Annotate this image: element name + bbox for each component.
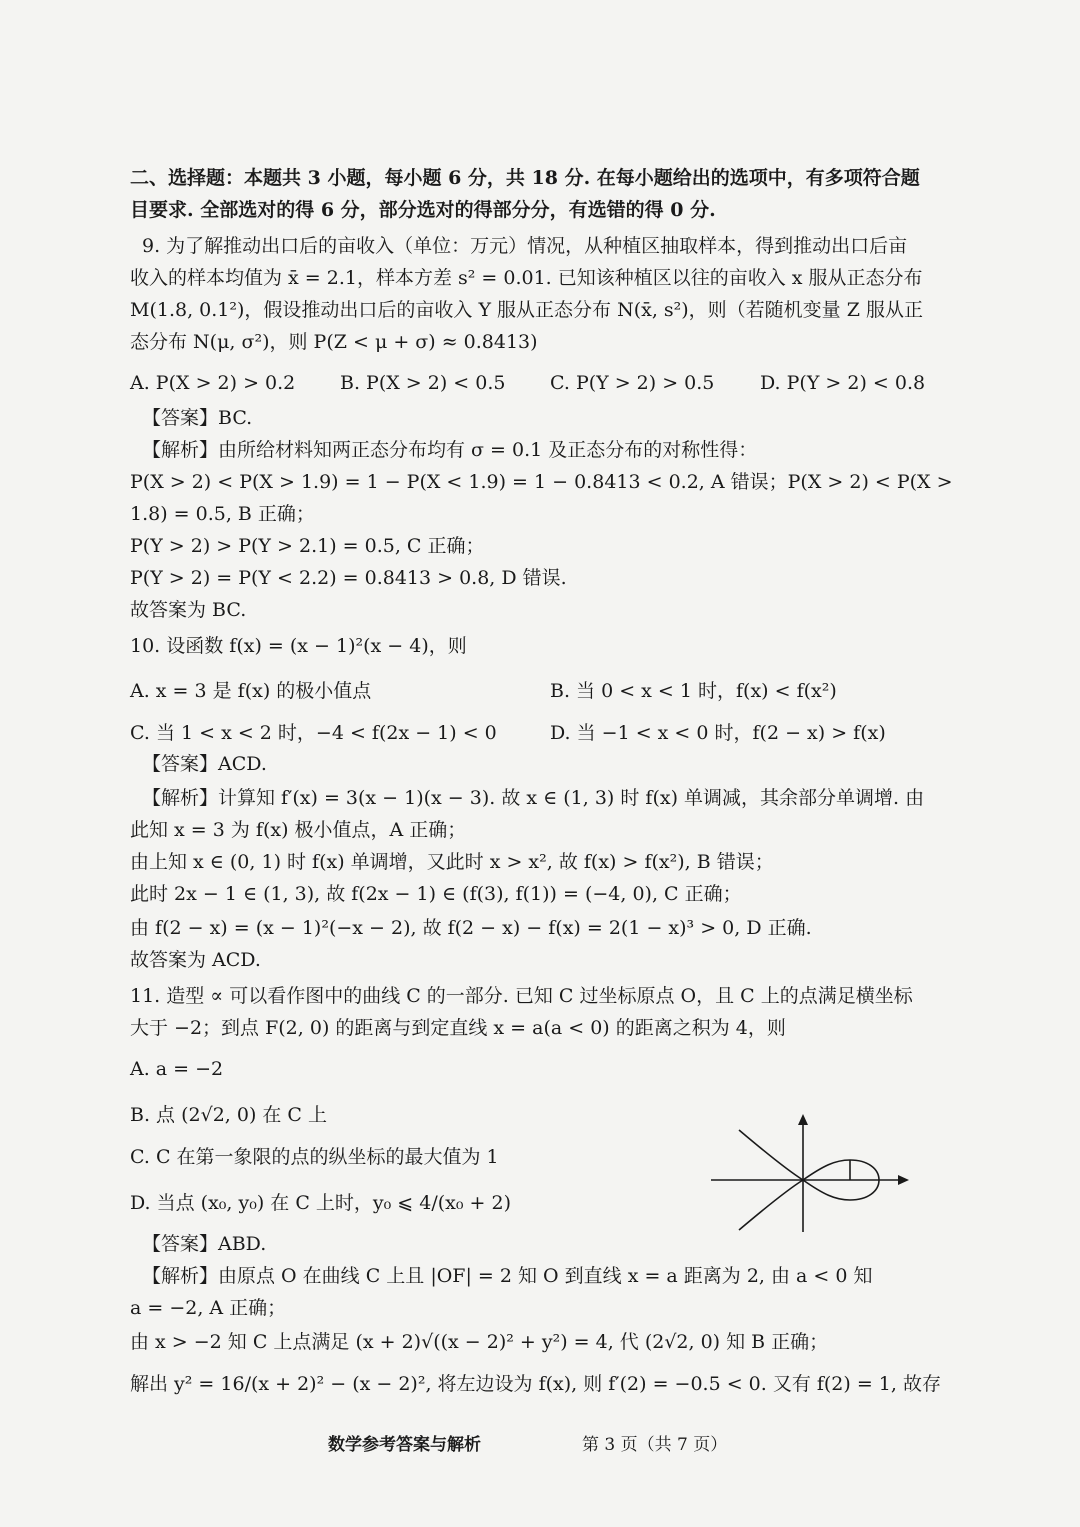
section-heading-line-1: 二、选择题：本题共 3 小题，每小题 6 分，共 18 分. 在每小题给出的选项中，有多项符合题 — [130, 167, 920, 189]
section-heading-line-2: 目要求. 全部选对的得 6 分，部分选对的得部分分，有选错的得 0 分. — [130, 199, 716, 221]
q9-answer: 【答案】BC. — [142, 407, 253, 429]
q10-solution-line: 【解析】计算知 f′(x) = 3(x − 1)(x − 3). 故 x ∈ (1, 3) 时 f(x) 单调减，其余部分单调增. 由 — [142, 787, 925, 809]
q10-solution-line: 故答案为 ACD. — [130, 949, 261, 971]
q11-option-a: A. a = −2 — [130, 1058, 224, 1080]
q11-solution-line: 由 x > −2 知 C 上点满足 (x + 2)√((x − 2)² + y²) = 4, 代 (2√2, 0) 知 B 正确； — [130, 1331, 829, 1353]
q11-solution-line: 【解析】由原点 O 在曲线 C 上且 |OF| = 2 知 O 到直线 x = a 距离为 2, 由 a < 0 知 — [142, 1265, 873, 1287]
y-axis-arrow — [798, 1114, 808, 1125]
q11-answer: 【答案】ABD. — [142, 1233, 267, 1255]
q9-stem-line-2: 收入的样本均值为 x̄ = 2.1，样本方差 s² = 0.01. 已知该种植区以往的亩收入 x 服从正态分布 — [130, 267, 923, 289]
q9-option-a: A. P(X > 2) > 0.2 — [130, 372, 296, 394]
q11-solution-line: 解出 y² = 16/(x + 2)² − (x − 2)², 将左边设为 f(x), 则 f′(2) = −0.5 < 0. 又有 f(2) = 1, 故存 — [130, 1373, 941, 1395]
q10-option-c: C. 当 1 < x < 2 时，−4 < f(2x − 1) < 0 — [130, 722, 497, 744]
x-axis-arrow — [898, 1175, 909, 1185]
q9-option-c: C. P(Y > 2) > 0.5 — [550, 372, 715, 394]
q9-solution-line: 1.8) = 0.5, B 正确； — [130, 503, 315, 525]
q10-answer: 【答案】ACD. — [142, 753, 267, 775]
q9-solution-line: 【解析】由所给材料知两正态分布均有 σ = 0.1 及正态分布的对称性得： — [142, 439, 758, 461]
q9-stem-line-1: 9. 为了解推动出口后的亩收入（单位：万元）情况，从种植区抽取样本，得到推动出口后亩 — [142, 235, 908, 257]
q9-solution-line: 故答案为 BC. — [130, 599, 247, 621]
q11-solution-line: a = −2, A 正确； — [130, 1297, 287, 1319]
q10-solution-line: 此知 x = 3 为 f(x) 极小值点，A 正确； — [130, 819, 467, 841]
footer-page-number: 第 3 页（共 7 页） — [582, 1435, 728, 1455]
q11-stem-line-1: 11. 造型 ∝ 可以看作图中的曲线 C 的一部分. 已知 C 过坐标原点 O，且 C 上的点满足横坐标 — [130, 985, 913, 1007]
q10-solution-line: 由上知 x ∈ (0, 1) 时 f(x) 单调增，又此时 x > x², 故 f(x) > f(x²), B 错误； — [130, 851, 774, 873]
q10-option-b: B. 当 0 < x < 1 时，f(x) < f(x²) — [550, 680, 837, 702]
q9-solution-line: P(X > 2) < P(X > 1.9) = 1 − P(X < 1.9) = 1 − 0.8413 < 0.2, A 错误；P(X > 2) < P(X > — [130, 471, 953, 493]
q9-stem-line-4: 态分布 N(μ, σ²)，则 P(Z < μ + σ) ≈ 0.8413) — [130, 331, 538, 353]
curve-figure — [705, 1112, 915, 1236]
q11-option-c: C. C 在第一象限的点的纵坐标的最大值为 1 — [130, 1146, 499, 1168]
q10-option-a: A. x = 3 是 f(x) 的极小值点 — [130, 680, 372, 702]
q9-option-b: B. P(X > 2) < 0.5 — [340, 372, 506, 394]
q10-solution-line: 由 f(2 − x) = (x − 1)²(−x − 2), 故 f(2 − x) − f(x) = 2(1 − x)³ > 0, D 正确. — [130, 917, 812, 939]
q10-stem: 10. 设函数 f(x) = (x − 1)²(x − 4)，则 — [130, 635, 467, 657]
footer-title: 数学参考答案与解析 — [328, 1435, 481, 1455]
q9-stem-line-3: M(1.8, 0.1²)，假设推动出口后的亩收入 Y 服从正态分布 N(x̄, s²)，则（若随机变量 Z 服从正 — [130, 299, 923, 321]
q10-solution-line: 此时 2x − 1 ∈ (1, 3), 故 f(2x − 1) ∈ (f(3), f(1)) = (−4, 0), C 正确； — [130, 883, 742, 905]
q9-solution-line: P(Y > 2) = P(Y < 2.2) = 0.8413 > 0.8, D 错误. — [130, 567, 567, 589]
q11-stem-line-2: 大于 −2；到点 F(2, 0) 的距离与到定直线 x = a(a < 0) 的距离之积为 4，则 — [130, 1017, 786, 1039]
q9-option-d: D. P(Y > 2) < 0.8 — [760, 372, 926, 394]
q11-option-d: D. 当点 (x₀, y₀) 在 C 上时，y₀ ⩽ 4/(x₀ + 2) — [130, 1192, 512, 1214]
q11-option-b: B. 点 (2√2, 0) 在 C 上 — [130, 1104, 328, 1126]
q9-solution-line: P(Y > 2) > P(Y > 2.1) = 0.5, C 正确； — [130, 535, 485, 557]
q10-option-d: D. 当 −1 < x < 0 时，f(2 − x) > f(x) — [550, 722, 886, 744]
